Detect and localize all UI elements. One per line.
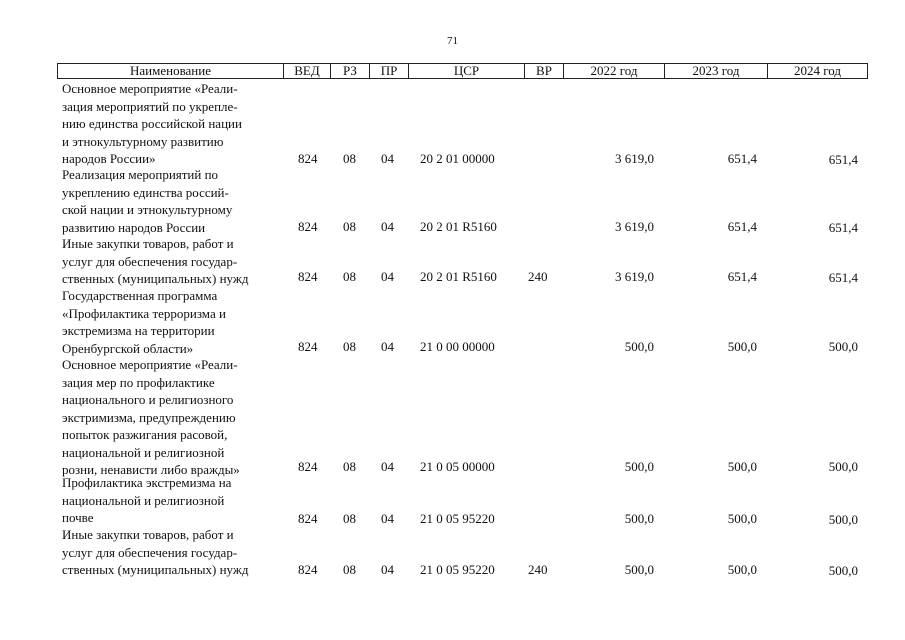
row-vr: 240 (528, 562, 548, 577)
table-row (0, 166, 905, 236)
header-pr: ПР (369, 63, 409, 79)
row-pr: 04 (381, 269, 394, 284)
row-2024: 651,4 (828, 270, 858, 285)
table-row (0, 287, 905, 357)
row-2024: 500,0 (828, 563, 858, 578)
row-ved: 824 (298, 151, 318, 166)
row-csr: 20 2 01 R5160 (420, 269, 497, 284)
row-name: Иные закупки товаров, работ и услуг для обеспечения государ- ственных (муниципальных) нужд (62, 236, 249, 286)
table-row (0, 526, 905, 582)
page-number: 71 (447, 35, 458, 47)
row-2024: 500,0 (828, 339, 858, 354)
header-vr: ВР (524, 63, 564, 79)
row-pr: 04 (381, 562, 394, 577)
row-rz: 08 (343, 511, 356, 526)
row-2023: 500,0 (727, 562, 757, 577)
header-name: Наименование (57, 63, 284, 79)
row-2022: 500,0 (624, 511, 654, 526)
row-2022: 500,0 (624, 459, 654, 474)
row-2024: 651,4 (828, 152, 858, 167)
row-2022: 3 619,0 (615, 269, 654, 284)
header-ved: ВЕД (283, 63, 331, 79)
row-rz: 08 (343, 269, 356, 284)
row-2024: 500,0 (828, 459, 858, 474)
row-csr: 21 0 05 95220 (420, 562, 495, 577)
header-csr: ЦСР (408, 63, 525, 79)
row-csr: 21 0 05 95220 (420, 511, 495, 526)
row-rz: 08 (343, 339, 356, 354)
row-2023: 500,0 (727, 511, 757, 526)
row-2023: 651,4 (727, 269, 757, 284)
table-row (0, 356, 905, 478)
row-rz: 08 (343, 219, 356, 234)
row-pr: 04 (381, 511, 394, 526)
row-2022: 3 619,0 (615, 151, 654, 166)
row-2023: 651,4 (727, 151, 757, 166)
row-ved: 824 (298, 562, 318, 577)
row-2022: 500,0 (624, 562, 654, 577)
row-name: Государственная программа «Профилактика терроризма и экстремизма на территории Оренбургской области» (62, 288, 226, 356)
row-csr: 21 0 05 00000 (420, 459, 495, 474)
row-2022: 500,0 (624, 339, 654, 354)
table-row (0, 474, 905, 527)
row-name: Профилактика экстремизма на национальной и религиозной почве (62, 475, 232, 525)
row-name: Реализация мероприятий по укреплению единства россий- ской нации и этнокультурному развитию народов России (62, 167, 233, 235)
row-name: Основное мероприятие «Реали- зация мероприятий по укрепле- нию единства российской нации и этнокультурному развитию народов России» (62, 81, 242, 166)
row-csr: 20 2 01 00000 (420, 151, 495, 166)
header-2023: 2023 год (664, 63, 768, 79)
row-rz: 08 (343, 459, 356, 474)
row-ved: 824 (298, 511, 318, 526)
row-ved: 824 (298, 219, 318, 234)
header-rz: РЗ (330, 63, 370, 79)
row-2023: 651,4 (727, 219, 757, 234)
row-2024: 500,0 (828, 512, 858, 527)
row-rz: 08 (343, 562, 356, 577)
row-vr: 240 (528, 269, 548, 284)
header-2024: 2024 год (767, 63, 868, 79)
table-row (0, 235, 905, 288)
row-ved: 824 (298, 339, 318, 354)
row-name: Основное мероприятие «Реали- зация мер по профилактике национального и религиозного экстримизма, предупреждению попыток разжигания расовой, национальной и религиозной розни, ненависти либо вражды» (62, 357, 240, 477)
row-csr: 20 2 01 R5160 (420, 219, 497, 234)
row-pr: 04 (381, 339, 394, 354)
row-pr: 04 (381, 151, 394, 166)
row-name: Иные закупки товаров, работ и услуг для обеспечения государ- ственных (муниципальных) нужд (62, 527, 249, 577)
row-ved: 824 (298, 269, 318, 284)
header-2022: 2022 год (563, 63, 665, 79)
row-rz: 08 (343, 151, 356, 166)
row-2023: 500,0 (727, 459, 757, 474)
row-2022: 3 619,0 (615, 219, 654, 234)
row-ved: 824 (298, 459, 318, 474)
row-csr: 21 0 00 00000 (420, 339, 495, 354)
row-pr: 04 (381, 219, 394, 234)
table-row (0, 80, 905, 168)
row-2023: 500,0 (727, 339, 757, 354)
row-pr: 04 (381, 459, 394, 474)
row-2024: 651,4 (828, 220, 858, 235)
